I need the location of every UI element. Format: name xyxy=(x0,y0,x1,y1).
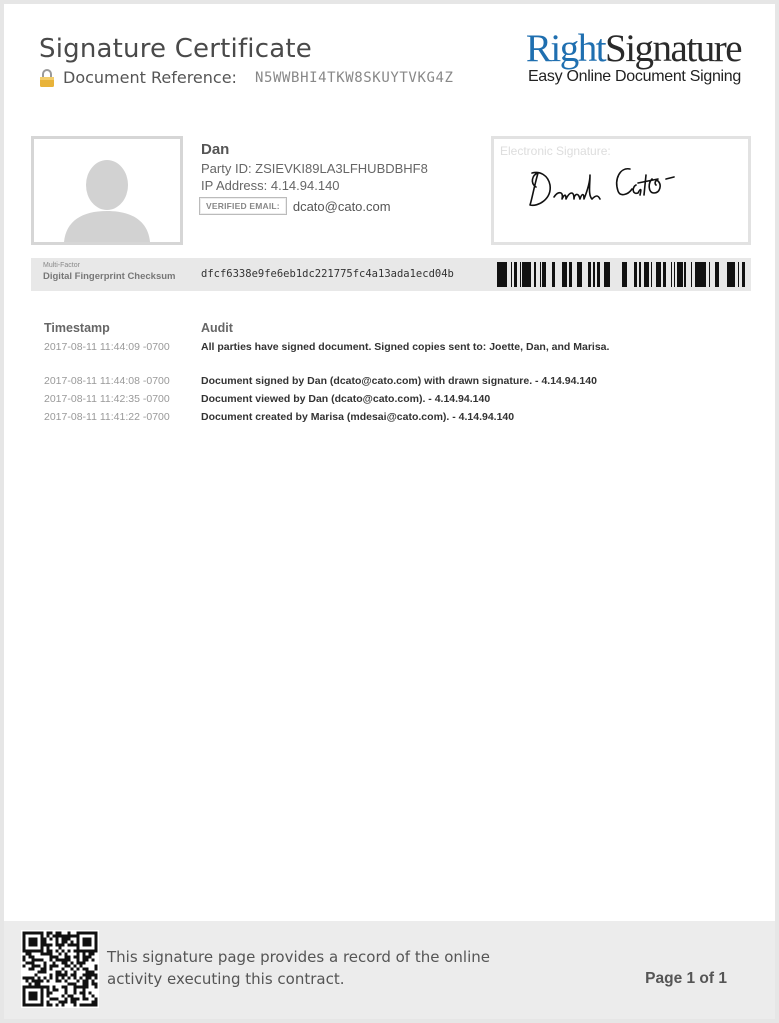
barcode-icon xyxy=(497,262,749,287)
audit-row xyxy=(44,373,631,390)
audit-timestamp: 2017-08-11 11:42:35 -0700 xyxy=(44,393,170,405)
signer-photo xyxy=(31,136,183,245)
logo-tagline: Easy Online Document Signing xyxy=(527,68,741,85)
verified-email-row xyxy=(199,197,391,215)
electronic-signature-box xyxy=(491,136,751,245)
qr-code-icon xyxy=(21,930,99,1008)
logo-word-right: Right xyxy=(525,27,606,70)
avatar-placeholder-icon xyxy=(34,139,180,242)
electronic-signature-label: Electronic Signature: xyxy=(500,144,611,158)
document-reference-value: N5WWBHI4TKW8SKUYTVKG4Z xyxy=(254,69,454,86)
fingerprint-checksum-bar xyxy=(31,258,751,291)
signer-email: dcato@cato.com xyxy=(292,198,391,214)
audit-text: Document created by Marisa (mdesai@cato.com). - 4.14.94.140 xyxy=(201,411,515,423)
rightsignature-logo xyxy=(526,28,741,86)
audit-row xyxy=(44,391,631,408)
certificate-footer xyxy=(4,921,775,1019)
certificate-page xyxy=(4,4,775,1019)
audit-timestamp: 2017-08-11 11:44:08 -0700 xyxy=(44,375,170,387)
audit-column-header: Audit xyxy=(201,321,233,335)
lock-icon xyxy=(39,69,55,87)
handwritten-signature xyxy=(524,161,684,213)
audit-row xyxy=(44,339,631,356)
page-title: Signature Certificate xyxy=(39,34,312,64)
audit-timestamp: 2017-08-11 11:44:09 -0700 xyxy=(44,341,170,353)
audit-text: All parties have signed document. Signed copies sent to: Joette, Dan, and Marisa. xyxy=(201,341,610,353)
signer-ip-address: IP Address: 4.14.94.140 xyxy=(201,178,340,193)
audit-text: Document viewed by Dan (dcato@cato.com). - 4.14.94.140 xyxy=(201,393,491,405)
timestamp-column-header: Timestamp xyxy=(44,321,110,335)
audit-timestamp: 2017-08-11 11:41:22 -0700 xyxy=(44,411,170,423)
signer-party-id: Party ID: ZSIEVKI89LA3LFHUBDBHF8 xyxy=(201,161,428,176)
fingerprint-checksum-value: dfcf6338e9fe6eb1dc221775fc4a13ada1ecd04b xyxy=(201,268,454,280)
audit-row xyxy=(44,409,631,426)
signer-name: Dan xyxy=(201,141,230,158)
footer-description: This signature page provides a record of the online activity executing this contract. xyxy=(107,948,490,988)
page-number: Page 1 of 1 xyxy=(645,970,727,987)
document-reference-label: Document Reference: xyxy=(63,68,237,87)
verified-email-badge: VERIFIED EMAIL: xyxy=(199,197,287,215)
fingerprint-checksum-label: Digital Fingerprint Checksum xyxy=(43,271,176,282)
logo-word-signature: Signature xyxy=(605,27,741,70)
audit-text: Document signed by Dan (dcato@cato.com) with drawn signature. - 4.14.94.140 xyxy=(201,375,597,387)
multi-factor-label: Multi-Factor xyxy=(43,262,80,269)
document-reference-row xyxy=(39,68,454,87)
